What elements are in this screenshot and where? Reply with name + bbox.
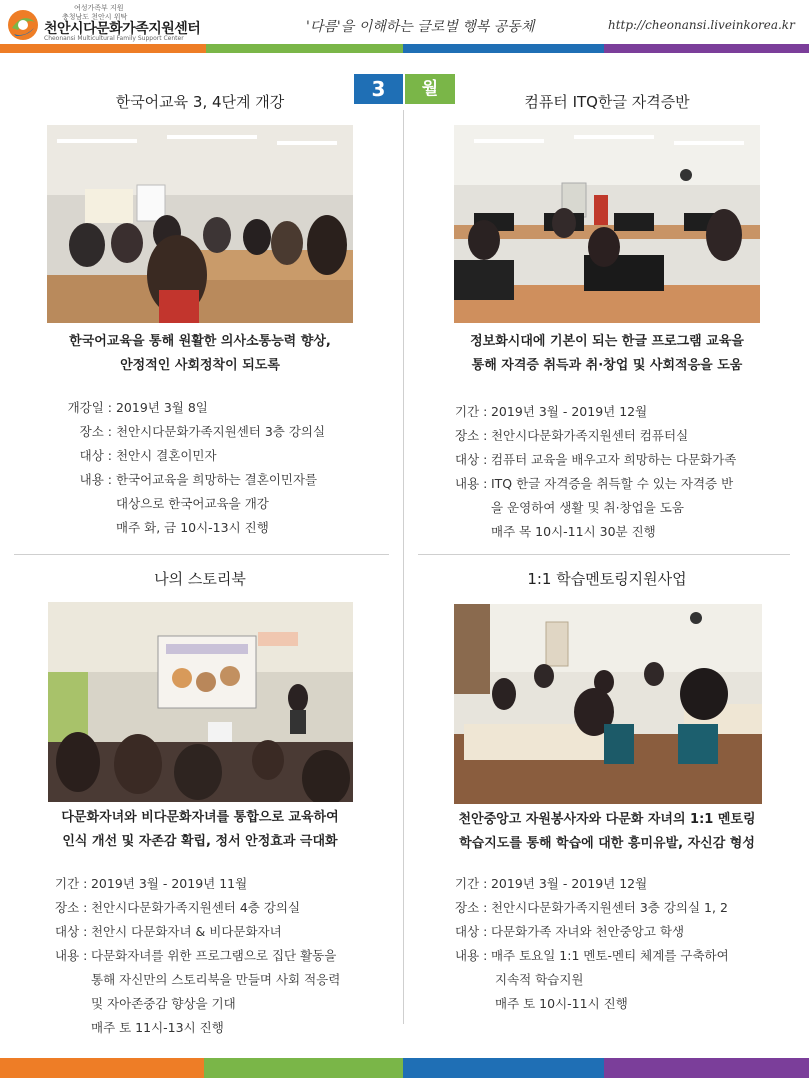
summary-line: 한국어교육을 통해 원활한 의사소통능력 향상,	[69, 334, 331, 349]
section-info	[455, 872, 729, 1016]
header-color-bar-green	[206, 44, 403, 53]
info-value: 천안시 결혼이민자	[115, 448, 217, 463]
info-value-continued: 매주 토 11시-13시 진행	[91, 1020, 224, 1035]
info-value: 2019년 3월 - 2019년 11월	[90, 876, 248, 891]
center-name: 천안시다문화가족지원센터	[44, 21, 201, 37]
info-label: 장소 :	[79, 424, 112, 439]
info-value-continued: 매주 화, 금 10시-13시 진행	[116, 520, 269, 535]
info-value: 천안시 다문화자녀 & 비다문화자녀	[90, 924, 282, 939]
info-value: 천안시다문화가족지원센터 4층 강의실	[90, 900, 301, 915]
info-value: 천안시다문화가족지원센터 3층 강의실 1, 2	[490, 900, 728, 915]
info-value: 다문화자녀를 위한 프로그램으로 집단 활동을	[90, 948, 337, 963]
info-label: 개강일 :	[67, 400, 112, 415]
summary-line: 다문화자녀와 비다문화자녀를 통합으로 교육하여	[61, 810, 339, 825]
info-value: 2019년 3월 - 2019년 12월	[490, 876, 648, 891]
info-value: ITQ 한글 자격증을 취득할 수 있는 자격증 반	[490, 476, 734, 491]
classroom-photo-icon	[47, 125, 353, 323]
month-label-badge: 월	[405, 74, 455, 104]
info-label: 기간 :	[455, 876, 488, 891]
info-value: 2019년 3월 8일	[115, 400, 208, 415]
section-summary	[412, 808, 802, 856]
info-value: 천안시다문화가족지원센터 컴퓨터실	[490, 428, 689, 443]
month-number-badge: 3	[354, 74, 403, 104]
info-label: 대상 :	[55, 924, 88, 939]
center-logo-icon	[6, 8, 40, 42]
info-label: 내용 :	[55, 948, 88, 963]
footer-color-bar-orange	[0, 1058, 204, 1078]
footer-color-bar-purple	[604, 1058, 809, 1078]
section-summary	[5, 806, 395, 854]
slogan: '다름'을 이해하는 글로벌 행복 공동체	[306, 19, 535, 35]
header-color-bar-orange	[0, 44, 206, 53]
presentation-photo-icon	[48, 602, 353, 802]
section-info	[55, 872, 340, 1040]
info-value: 컴퓨터 교육을 배우고자 희망하는 다문화가족	[490, 452, 737, 467]
info-value-continued: 및 자아존중감 향상을 기대	[91, 996, 236, 1011]
logo-consign-text: 충청남도 천안시 위탁	[62, 13, 128, 21]
info-value: 다문화가족 자녀와 천안중앙고 학생	[490, 924, 685, 939]
header-color-bar-purple	[604, 44, 809, 53]
center-name-english: Cheonansi Multicultural Family Support Center	[44, 35, 184, 42]
section-title: 컴퓨터 ITQ한글 자격증반	[524, 93, 690, 111]
section-summary	[5, 330, 395, 378]
section-title: 한국어교육 3, 4단계 개강	[115, 93, 285, 111]
info-label: 기간 :	[55, 876, 88, 891]
mentoring-photo-icon	[454, 604, 762, 804]
info-label: 내용 :	[79, 472, 112, 487]
info-label: 장소 :	[55, 900, 88, 915]
info-value-continued: 매주 목 10시-11시 30분 진행	[491, 524, 656, 539]
footer-color-bar-green	[204, 1058, 403, 1078]
info-value: 한국어교육을 희망하는 결혼이민자를	[115, 472, 318, 487]
info-value-continued: 지속적 학습지원	[495, 972, 584, 987]
section-info	[455, 400, 736, 544]
info-value: 2019년 3월 - 2019년 12월	[490, 404, 648, 419]
info-label: 장소 :	[455, 900, 488, 915]
section-summary	[412, 330, 802, 378]
info-label: 기간 :	[455, 404, 488, 419]
info-label: 대상 :	[79, 448, 112, 463]
info-value-continued: 을 운영하여 생활 및 취·창업을 도움	[491, 500, 684, 515]
section-title: 나의 스토리북	[154, 570, 246, 588]
summary-line: 학습지도를 통해 학습에 대한 흥미유발, 자신감 형성	[459, 836, 755, 851]
info-value-continued: 매주 토 10시-11시 진행	[495, 996, 628, 1011]
info-label: 대상 :	[455, 452, 488, 467]
footer-color-bar-blue	[403, 1058, 604, 1078]
summary-line: 통해 자격증 취득과 취·창업 및 사회적응을 도움	[471, 358, 743, 373]
computer-lab-photo-icon	[454, 125, 760, 323]
info-value: 매주 토요일 1:1 멘토-멘티 체계를 구축하여	[490, 948, 729, 963]
info-label: 내용 :	[455, 948, 488, 963]
info-label: 장소 :	[455, 428, 488, 443]
section-title: 1:1 학습멘토링지원사업	[527, 570, 687, 588]
info-value-continued: 대상으로 한국어교육을 개강	[116, 496, 269, 511]
info-value: 천안시다문화가족지원센터 3층 강의실	[115, 424, 326, 439]
horizontal-divider-left	[14, 554, 389, 555]
info-label: 내용 :	[455, 476, 488, 491]
summary-line: 안정적인 사회정착이 되도록	[120, 358, 280, 373]
info-label: 대상 :	[455, 924, 488, 939]
summary-line: 정보화시대에 기본이 되는 한글 프로그램 교육을	[470, 334, 744, 349]
vertical-divider	[403, 110, 404, 1024]
horizontal-divider-right	[418, 554, 790, 555]
section-info	[62, 396, 325, 540]
summary-line: 천안중앙고 자원봉사자와 다문화 자녀의 1:1 멘토링	[458, 812, 756, 827]
info-value-continued: 통해 자신만의 스토리북을 만들며 사회 적응력	[91, 972, 341, 987]
logo-sponsor-text: 여성가족부 지원	[74, 4, 124, 12]
header-color-bar-blue	[403, 44, 604, 53]
summary-line: 인식 개선 및 자존감 확립, 정서 안정효과 극대화	[62, 834, 338, 849]
website-link[interactable]: http://cheonansi.liveinkorea.kr	[608, 18, 795, 32]
